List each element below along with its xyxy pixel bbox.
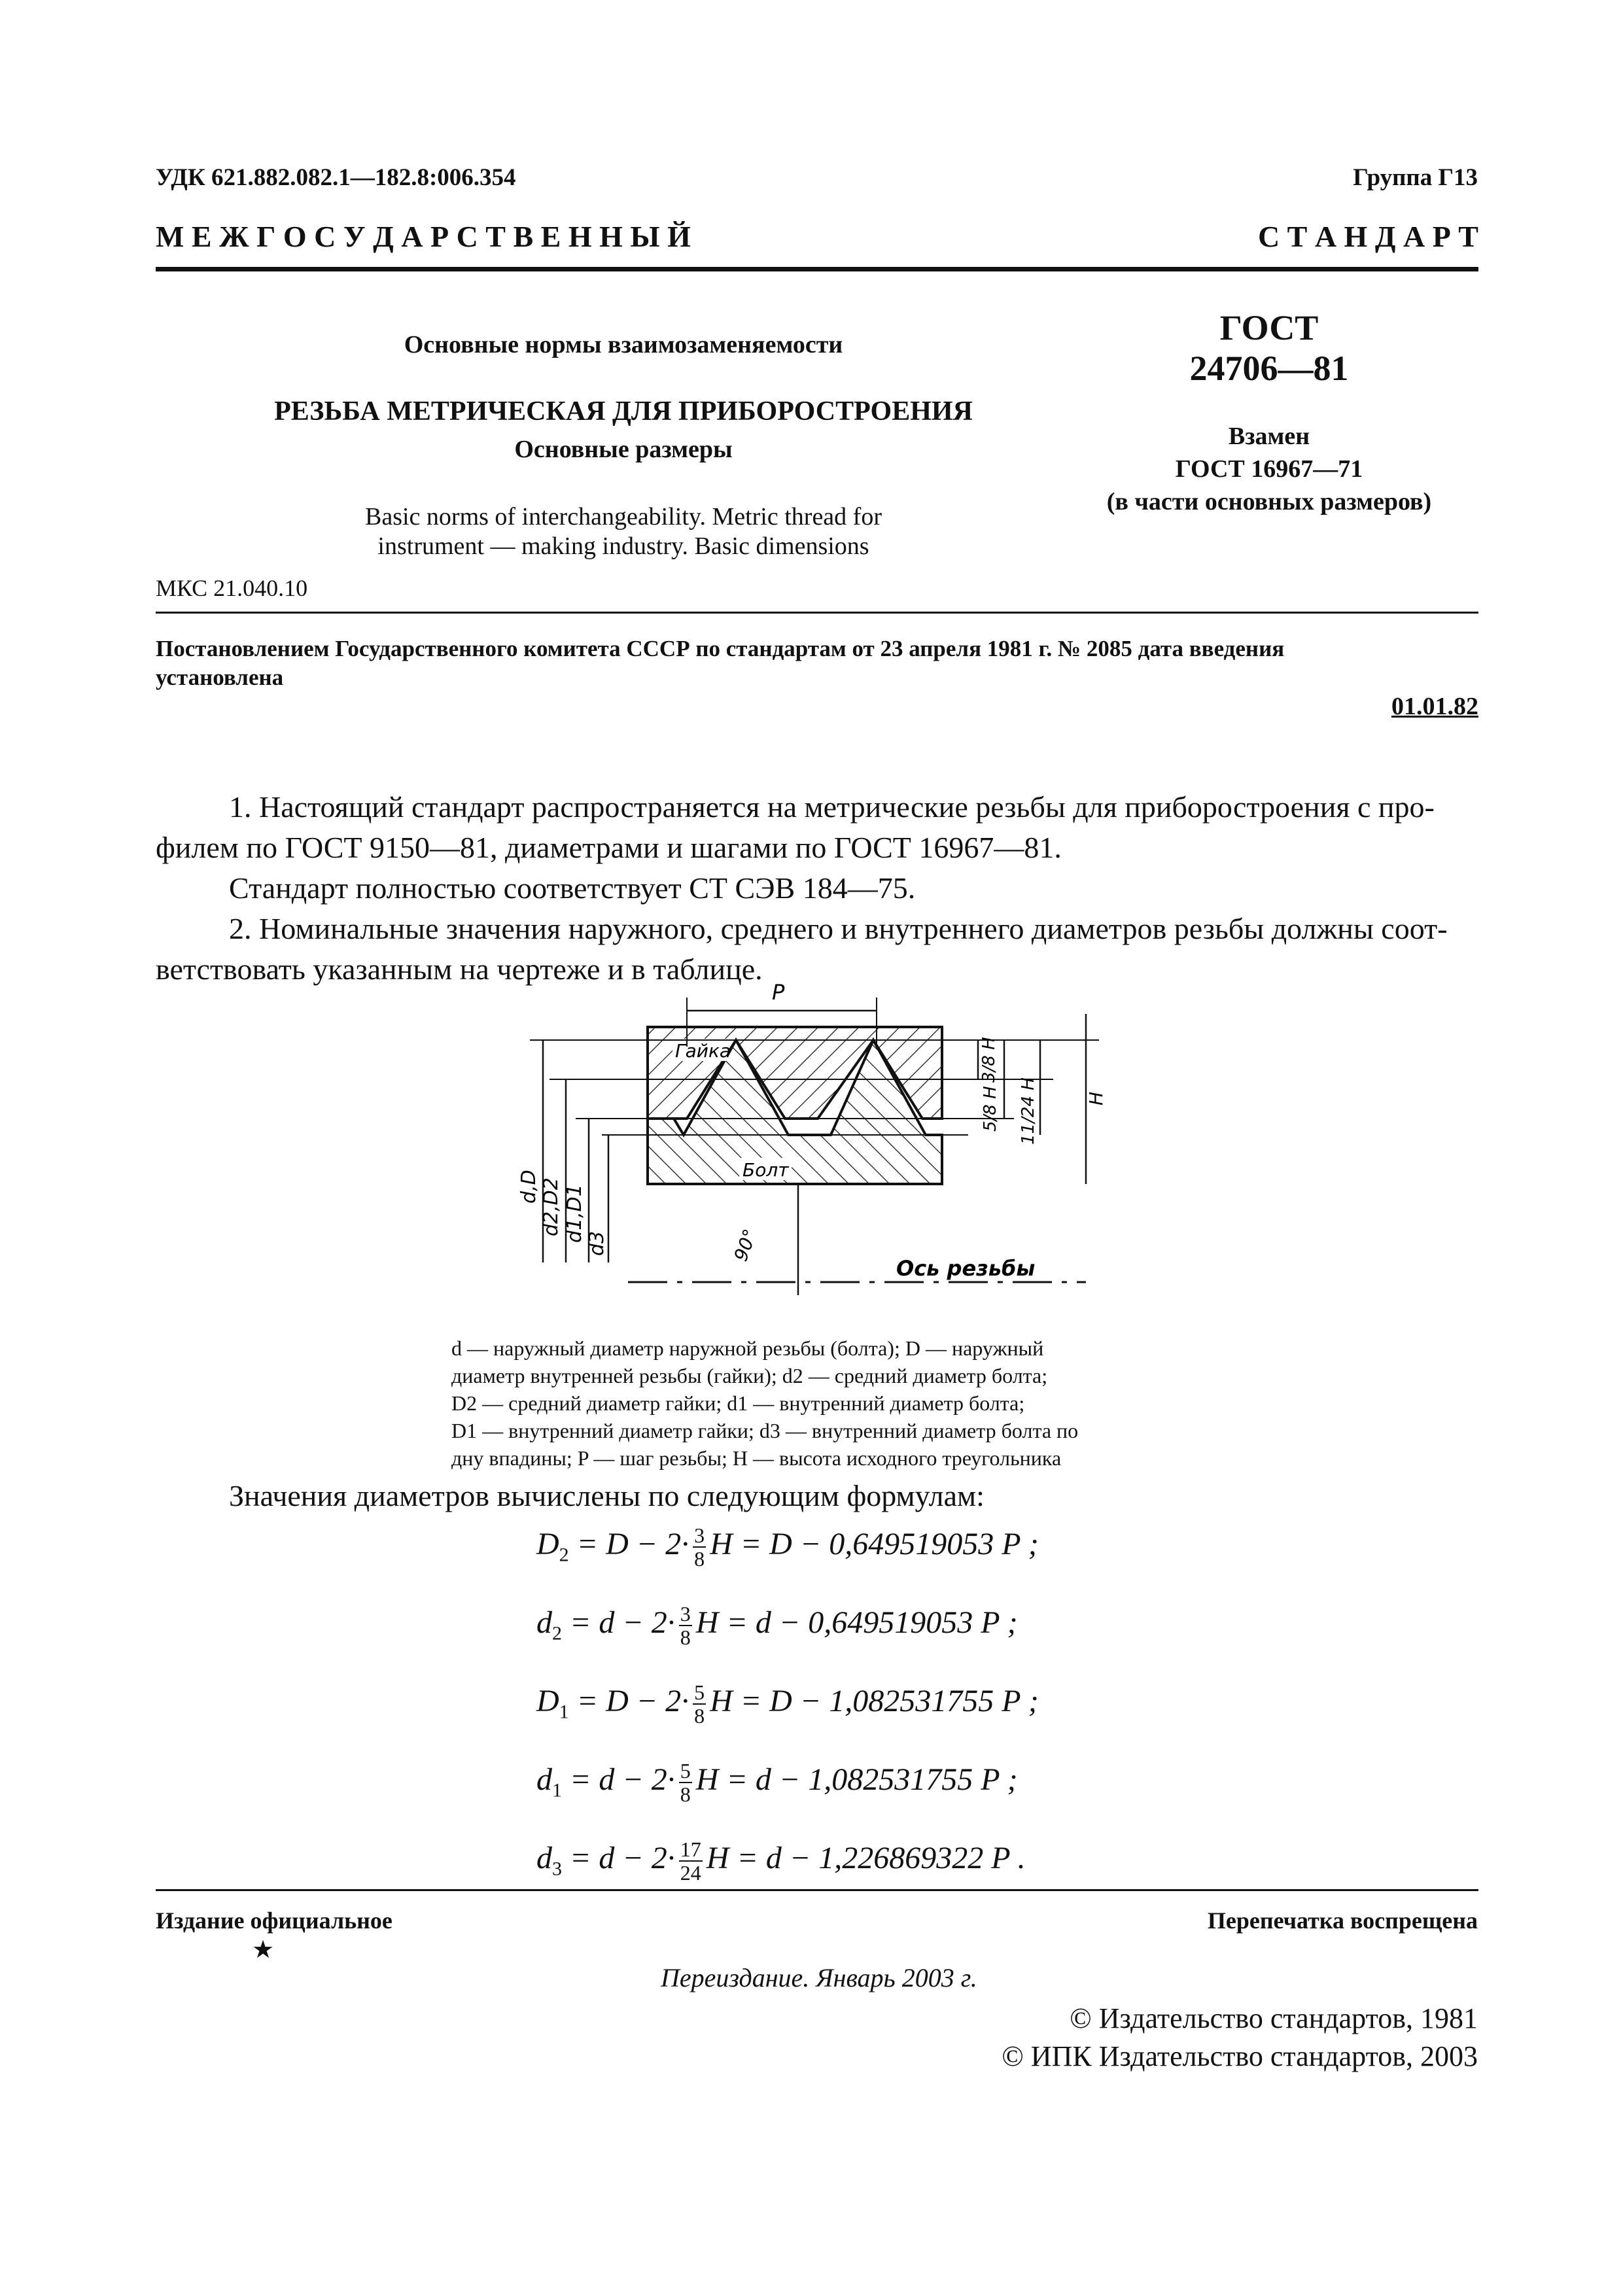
label-d3: d3: [585, 1230, 608, 1256]
legend-line-5: дну впадины; P — шаг резьбы; H — высота исходного треугольника: [451, 1446, 1062, 1470]
formula-d1-mid: = d − 2·: [562, 1762, 675, 1798]
formula-d3: [536, 1838, 1026, 1884]
reprint-prohibited: Перепечатка воспрещена: [1207, 1907, 1478, 1934]
footer-rule: [156, 1889, 1478, 1891]
formula-D1-fraction: [693, 1681, 706, 1727]
formula-D2-rhs: H = D − 0,649519053 P ;: [710, 1527, 1039, 1562]
official-edition: Издание официальное: [156, 1907, 393, 1934]
paragraph-1c: Стандарт полностью соответствует СТ СЭВ 184—75.: [229, 871, 916, 905]
bolt-label: Болт: [742, 1159, 789, 1181]
formula-d1-den: 8: [680, 1783, 691, 1806]
decree-text-2: установлена: [156, 665, 284, 690]
english-title-1: Basic norms of interchangeability. Metric thread for: [365, 503, 882, 531]
formula-d3-sub: 3: [552, 1858, 562, 1880]
formula-d1-lhs: d: [536, 1762, 552, 1798]
formula-D2-fraction: [693, 1524, 706, 1570]
paragraph-1b: филем по ГОСТ 9150—81, диаметрами и шагами по ГОСТ 16967—81.: [156, 831, 1062, 864]
document-title-2: Основные размеры: [514, 436, 733, 463]
copyright-2003: © ИПК Издательство стандартов, 2003: [1002, 2040, 1478, 2072]
thread-profile-drawing: [510, 968, 1132, 1308]
star-mark: ★: [252, 1936, 275, 1964]
formula-d2-fraction: [679, 1603, 692, 1648]
angle-label: 90°: [729, 1226, 761, 1264]
formula-d1-sub: 1: [552, 1779, 562, 1801]
legend-line-2: диаметр внутренней резьбы (гайки); d2 — средний диаметр болта;: [451, 1364, 1048, 1387]
document-subtitle: Основные нормы взаимозаменяемости: [404, 331, 843, 358]
replaces-gost: ГОСТ 16967—71: [1175, 455, 1363, 483]
gost-number: 24706—81: [1189, 349, 1349, 388]
mks-code: МКС 21.040.10: [156, 575, 308, 601]
formula-d1-fraction: [679, 1760, 692, 1805]
formula-d3-lhs: d: [536, 1841, 552, 1876]
formula-d2-mid: = d − 2·: [562, 1605, 675, 1641]
banner-interstate: М Е Ж Г О С У Д А Р С Т В Е Н Н Ы Й: [156, 220, 691, 253]
formula-D1: [536, 1681, 1039, 1727]
replaces-note: (в части основных размеров): [1106, 488, 1432, 515]
formula-d2-num: 3: [680, 1602, 691, 1626]
formula-d2-den: 8: [680, 1626, 691, 1649]
document-title: РЕЗЬБА МЕТРИЧЕСКАЯ ДЛЯ ПРИБОРОСТРОЕНИЯ: [274, 396, 973, 426]
formula-d3-den: 24: [680, 1861, 701, 1885]
pitch-label: P: [772, 980, 785, 1005]
label-h: H: [1085, 1091, 1107, 1105]
formula-D2-sub: 2: [559, 1544, 569, 1566]
formula-D1-lhs: D: [536, 1684, 559, 1719]
reissue-note: Переиздание. Январь 2003 г.: [661, 1963, 977, 1992]
formulas-intro: Значения диаметров вычислены по следующим формулам:: [229, 1479, 985, 1512]
standard-banner: [156, 219, 1478, 265]
legend-line-1: d — наружный диаметр наружной резьбы (болта); D — наружный: [451, 1336, 1044, 1360]
formula-d2-lhs: d: [536, 1605, 552, 1641]
formula-D2-lhs: D: [536, 1527, 559, 1562]
formula-d2: [536, 1603, 1018, 1648]
paragraph-2a: 2. Номинальные значения наружного, среднего и внутреннего диаметров резьбы должны соот-: [229, 912, 1448, 945]
paragraph-1a: 1. Настоящий стандарт распространяется на метрические резьбы для приборостроения с про-: [229, 790, 1435, 824]
formula-D2-num: 3: [694, 1523, 705, 1547]
formula-D2-mid: = D − 2·: [568, 1527, 689, 1562]
formula-D1-rhs: H = D − 1,082531755 P ;: [710, 1684, 1039, 1719]
formula-D2-den: 8: [694, 1547, 705, 1571]
formula-D2: [536, 1524, 1039, 1570]
english-title-2: instrument — making industry. Basic dimensions: [377, 532, 869, 560]
formula-D1-sub: 1: [559, 1701, 569, 1723]
formula-D1-num: 5: [694, 1680, 705, 1704]
gost-label: ГОСТ: [1219, 308, 1319, 347]
formula-d3-mid: = d − 2·: [562, 1841, 675, 1876]
label-11-24-h: 11/24 H: [1019, 1077, 1038, 1145]
label-3-8-h: 3/8 H: [979, 1037, 999, 1083]
formula-d2-rhs: H = d − 0,649519053 P ;: [695, 1605, 1018, 1641]
formula-D1-mid: = D − 2·: [568, 1684, 689, 1719]
label-d2-D2: d2,D2: [540, 1177, 563, 1236]
banner-standard: С Т А Н Д А Р Т: [1257, 220, 1478, 253]
formula-d2-sub: 2: [552, 1622, 562, 1644]
title-rule: [156, 612, 1478, 614]
paragraph-2b: ветствовать указанным на чертеже и в таблице.: [156, 952, 763, 986]
label-d1-D1: d1,D1: [563, 1184, 586, 1243]
label-5-8-h: 5/8 H: [981, 1086, 1000, 1132]
formula-d3-rhs: H = d − 1,226869322 P .: [706, 1841, 1026, 1876]
group-code: Группа Г13: [1353, 164, 1478, 191]
effective-date: 01.01.82: [1391, 693, 1478, 720]
formula-d1-num: 5: [680, 1759, 691, 1783]
label-d-D: d,D: [517, 1170, 540, 1204]
legend-line-4: D1 — внутренний диаметр гайки; d3 — внутренний диаметр болта по: [451, 1419, 1079, 1442]
drawing-legend: [451, 1334, 1210, 1472]
replaces-label: Взамен: [1228, 423, 1310, 450]
copyright-1981: © Издательство стандартов, 1981: [1070, 2002, 1478, 2034]
body-text: [156, 787, 1478, 990]
udc-code: УДК 621.882.082.1—182.8:006.354: [156, 164, 516, 191]
legend-line-3: D2 — средний диаметр гайки; d1 — внутренний диаметр болта;: [451, 1391, 1025, 1415]
formula-d3-fraction: [679, 1838, 703, 1884]
decree-text: Постановлением Государственного комитета СССР по стандартам от 23 апреля 1981 г. № 2085 дата введения: [156, 636, 1285, 661]
formula-d1-rhs: H = d − 1,082531755 P ;: [695, 1762, 1018, 1798]
nut-label: Гайка: [675, 1040, 731, 1062]
formula-D1-den: 8: [694, 1704, 705, 1728]
formula-d3-num: 17: [680, 1837, 701, 1861]
header-rule: [156, 267, 1478, 271]
formula-d1: [536, 1760, 1018, 1805]
axis-label: Ось резьбы: [896, 1256, 1036, 1281]
